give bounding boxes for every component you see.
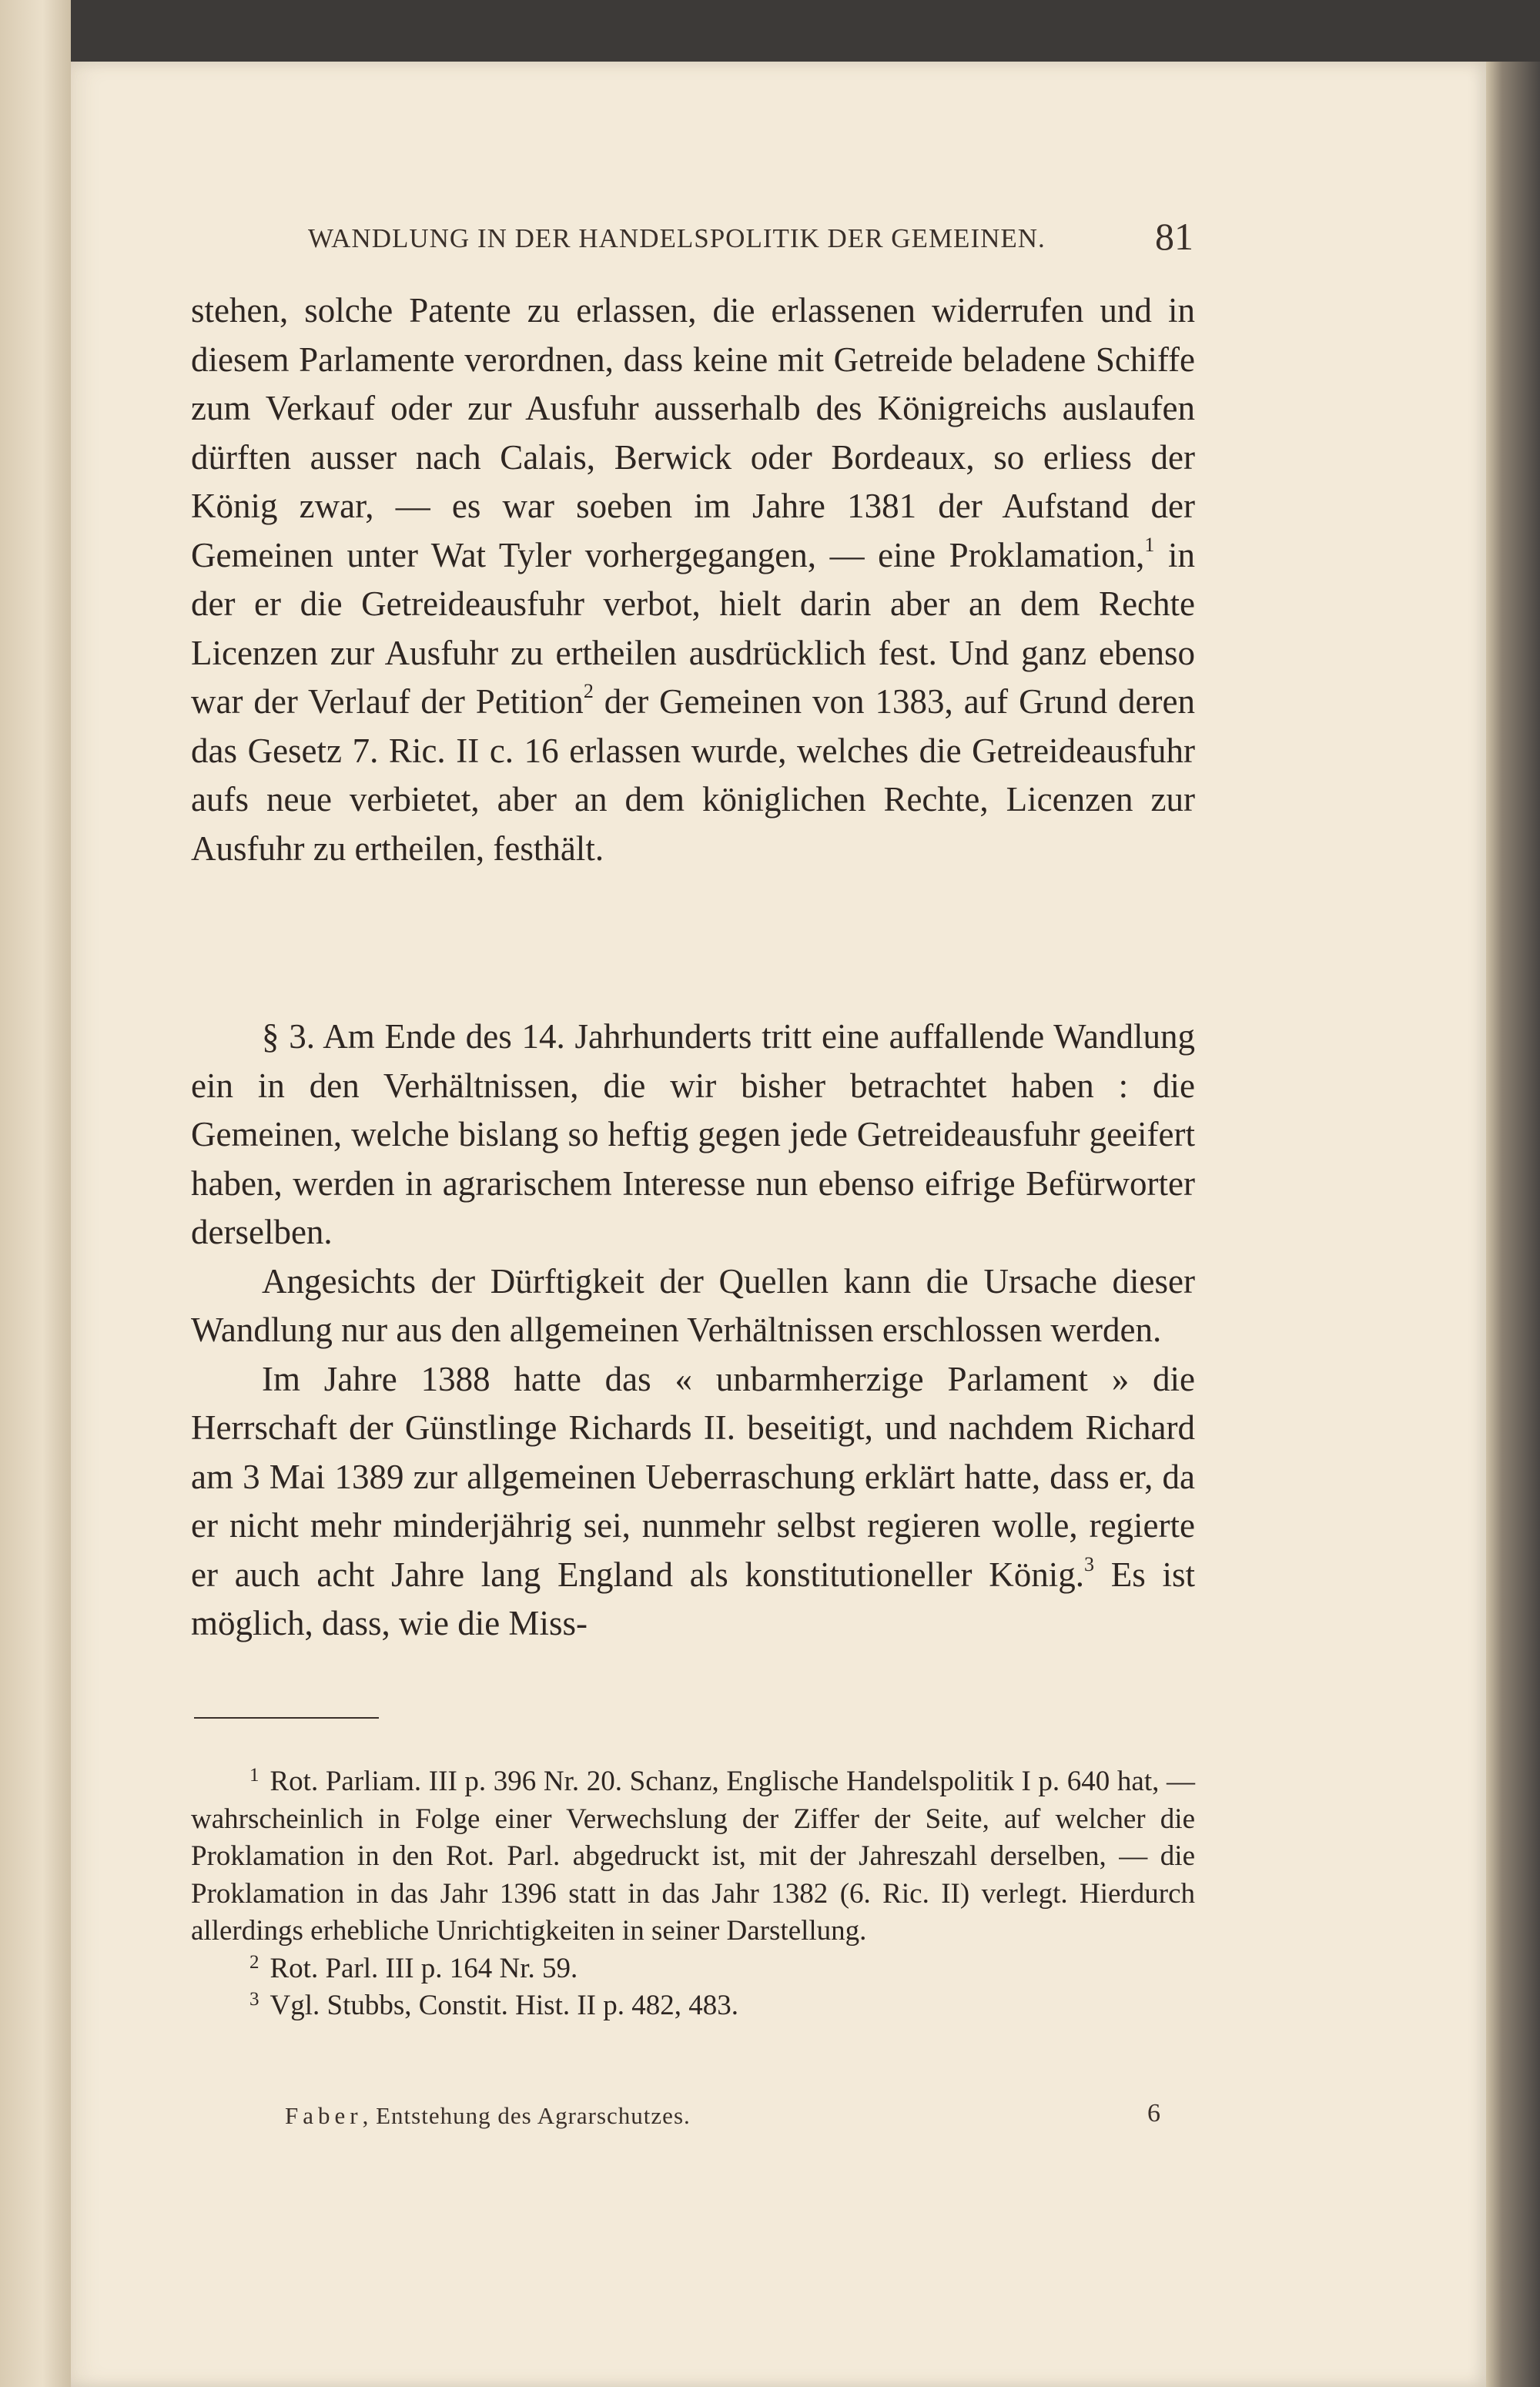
paragraph-text: der Gemeinen von 1383, auf Grund deren das Gesetz 7. Ric. II c. 16 erlassen wurde, welches die Getreideausfuhr aufs neue verbietet, aber an dem königlichen Rechte, Licenzen zur Ausfuhr zu ertheilen, festhält. <box>191 682 1195 868</box>
paragraph <box>191 1355 1195 1649</box>
running-head: WANDLUNG IN DER HANDELSPOLITIK DER GEMEINEN. <box>308 223 1046 253</box>
main-text-block-1 <box>191 286 1195 873</box>
footnote-2 <box>191 1950 1195 1988</box>
footnote-3 <box>191 1987 1195 2025</box>
page-number: 81 <box>1155 215 1194 258</box>
footnote-text: Rot. Parl. III p. 164 Nr. 59. <box>270 1952 578 1984</box>
footnote-number: 1 <box>249 1765 259 1786</box>
paragraph-text: in der er die Getreideausfuhr verbot, hielt darin aber an dem Rechte Licenzen zur Ausfuhr zu ertheilen ausdrücklich fest. Und ganz ebenso war der Verlauf der Petition <box>191 535 1195 721</box>
page-edge <box>1486 62 1540 2387</box>
section-paragraph: § 3. Am Ende des 14. Jahrhunderts tritt eine auffallende Wandlung ein in den Verhältnissen, die wir bisher betrachtet haben : die Gemeinen, welche bislang so heftig gegen jede Getreideausfuhr geeifert haben, werden in agrarischem Interesse nun ebenso eifrige Befürworter derselben. <box>191 1017 1195 1251</box>
footnote-ref-1: 1 <box>1144 533 1155 556</box>
footnote-text: Rot. Parliam. III p. 396 Nr. 20. Schanz, Englische Handelspolitik I p. 640 hat, — wahrscheinlich in Folge einer Verwechslung der Ziffer der Seite, auf welcher die Proklamation in den Rot. Parl. abgedruckt ist, mit der Jahreszahl derselben, — die Proklamation in das Jahr 1396 statt in das Jahr 1382 (6. Ric. II) verlegt. Hierdurch allerdings erhebliche Unrichtigkeiten in seiner Darstellung. <box>191 1766 1195 1947</box>
paragraph-text: stehen, solche Patente zu erlassen, die erlassenen widerrufen und in diesem Parlamente verordnen, dass keine mit Getreide beladene Schiffe zum Verkauf oder zur Ausfuhr ausserhalb des Königreichs auslaufen dürften ausser nach Calais, Berwick oder Bordeaux, so erliess der König zwar, — es war soeben im Jahre 1381 der Aufstand der Gemeinen unter Wat Tyler vorhergegangen, — eine Proklamation, <box>191 291 1195 574</box>
printer-signature <box>285 2102 691 2130</box>
signature-author: Faber <box>285 2102 363 2129</box>
book-gutter <box>0 0 71 2387</box>
footnotes <box>191 1763 1195 2025</box>
signature-title: , Entstehung des Agrarschutzes. <box>362 2102 691 2129</box>
footnote-ref-3: 3 <box>1083 1552 1094 1575</box>
footnote-ref-2: 2 <box>583 680 594 702</box>
paragraph-text: Es ist möglich, dass, wie die Miss- <box>191 1555 1195 1642</box>
paragraph: Angesichts der Dürftigkeit der Quellen kann die Ursache dieser Wandlung nur aus den allgemeinen Verhältnissen erschlossen werden. <box>191 1261 1195 1349</box>
footnote-1 <box>191 1763 1195 1950</box>
footnote-divider <box>194 1717 379 1719</box>
paragraph-continuation <box>191 286 1195 873</box>
footnote-text: Vgl. Stubbs, Constit. Hist. II p. 482, 483. <box>270 1990 738 2021</box>
paragraph-text: Im Jahre 1388 hatte das « unbarmherzige Parlament » die Herrschaft der Günstlinge Richards II. beseitigt, und nachdem Richard am 3 Mai 1389 zur allgemeinen Ueberraschung erklärt hatte, dass er, da er nicht mehr minderjährig sei, nunmehr selbst regieren wolle, regierte er auch acht Jahre lang England als konstitutioneller König. <box>191 1359 1195 1594</box>
footnote-number: 3 <box>249 1989 259 2010</box>
footnote-number: 2 <box>249 1951 259 1973</box>
signature-number: 6 <box>1147 2099 1160 2128</box>
main-text-block-2 <box>191 1013 1195 1649</box>
